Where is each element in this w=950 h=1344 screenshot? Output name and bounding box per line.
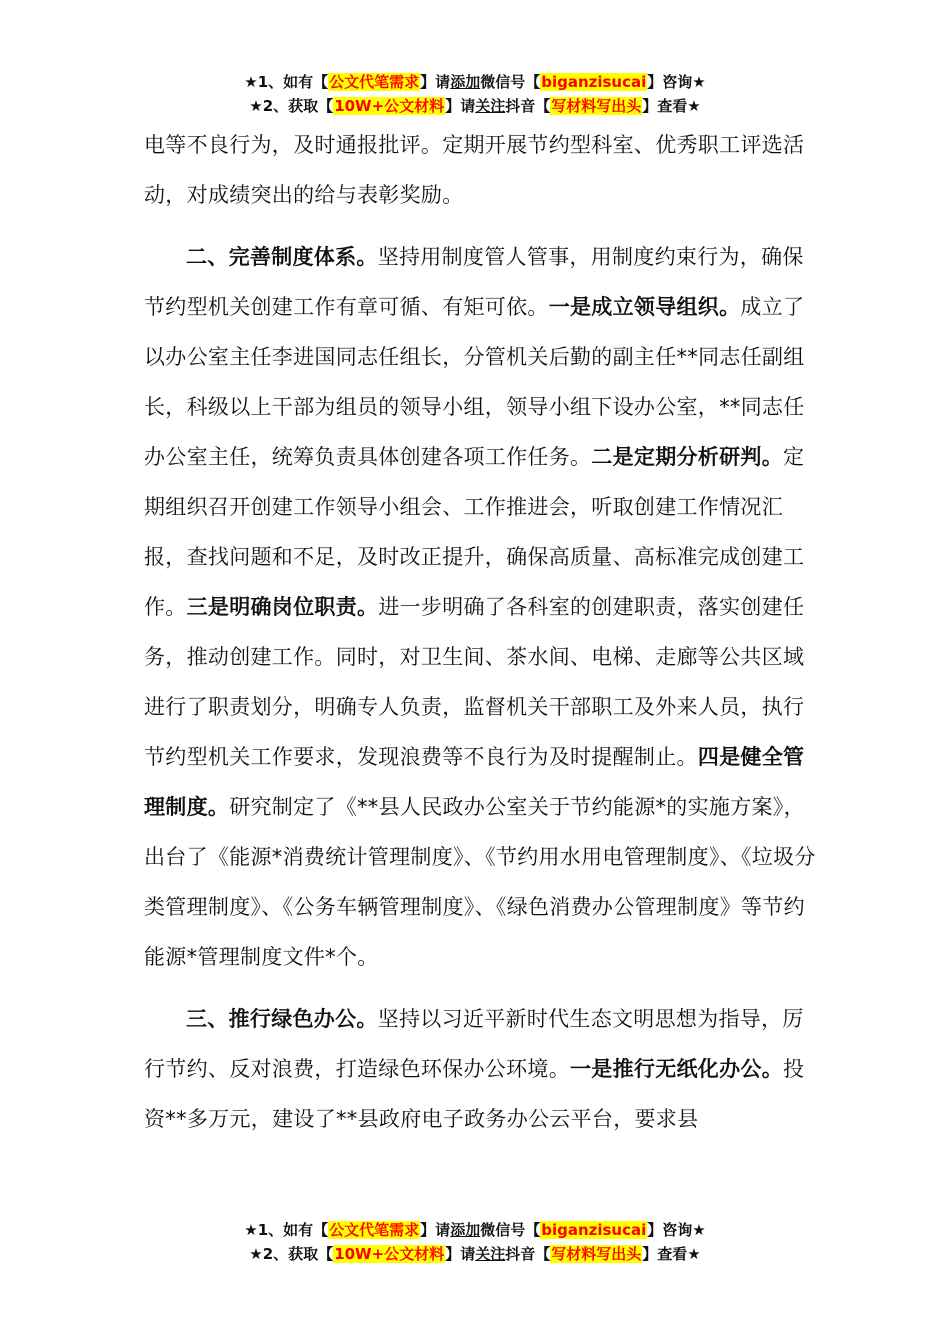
body-text: 成立了以办公室主任李进国同志任组长，分管机关后勤的副主任**同志任副组长，科级以上干部为组员的领导小组，领导小组下设办公室，**同志任办公室主任，统筹负责具体创建各项工作任务。 xyxy=(144,295,805,469)
banner-text: ★1、如有【 xyxy=(244,1221,329,1239)
underlined-text: 关注 xyxy=(475,97,506,115)
header-banner xyxy=(0,70,950,118)
highlight-text: biganzisucai xyxy=(541,73,647,91)
highlight-text: 公文代笔需求 xyxy=(329,1221,420,1239)
banner-text: 微信号【 xyxy=(480,1221,541,1239)
banner-line-1 xyxy=(0,1218,950,1242)
bold-point: 三是明确岗位职责。 xyxy=(186,595,379,619)
section-heading: 三、推行绿色办公。 xyxy=(186,1007,378,1031)
bold-point: 二是定期分析研判。 xyxy=(591,445,784,469)
highlight-text: 写材料写出头 xyxy=(551,1245,642,1263)
paragraph-3 xyxy=(144,994,824,1144)
highlight-text: 公文代笔需求 xyxy=(329,73,420,91)
section-heading: 二、完善制度体系。 xyxy=(186,245,378,269)
body-text: 研究制定了《**县人民政办公室关于节约能源*的实施方案》，出台了《能源*消费统计管理制度》、《节约用水用电管理制度》、《垃圾分类管理制度》、《公务车辆管理制度》、《绿色消费办公管理制度》等节约能源*管理制度文件*个。 xyxy=(144,795,816,969)
bold-point: 四是健全管理制度。 xyxy=(144,745,805,819)
paragraph-1: 电等不良行为，及时通报批评。定期开展节约型科室、优秀职工评选活动，对成绩突出的给与表彰奖励。 xyxy=(144,133,805,207)
highlight-text: 10W+公文材料 xyxy=(334,97,445,115)
footer-banner xyxy=(0,1218,950,1266)
banner-text: ★1、如有【 xyxy=(244,73,329,91)
body-text: 进一步明确了各科室的创建职责，落实创建任务，推动创建工作。同时，对卫生间、茶水间、电梯、走廊等公共区域进行了职责划分，明确专人负责，监督机关干部职工及外来人员，执行节约型机关工作要求，发现浪费等不良行为及时提醒制止。 xyxy=(144,595,805,769)
banner-text: 】咨询★ xyxy=(647,1221,706,1239)
bold-point: 一是推行无纸化办公。 xyxy=(570,1057,783,1081)
banner-text: 微信号【 xyxy=(480,73,541,91)
underlined-text: 关注 xyxy=(475,1245,506,1263)
body-text: 坚持用制度管人管事，用制度约束行为，确保节约型机关创建工作有章可循、有矩可依。 xyxy=(144,245,804,319)
body-text: 定期组织召开创建工作领导小组会、工作推进会，听取创建工作情况汇报，查找问题和不足，及时改正提升，确保高质量、高标准完成创建工作。 xyxy=(144,445,805,619)
banner-text: 】请 xyxy=(445,97,476,115)
banner-text: 】请 xyxy=(420,73,451,91)
underlined-text: 添加 xyxy=(450,1221,481,1239)
bold-point: 一是成立领导组织。 xyxy=(548,295,741,319)
highlight-text: 写材料写出头 xyxy=(551,97,642,115)
highlight-text: 10W+公文材料 xyxy=(334,1245,445,1263)
banner-text: 】请 xyxy=(420,1221,451,1239)
banner-text: ★2、获取【 xyxy=(249,97,334,115)
banner-line-2 xyxy=(0,1242,950,1266)
banner-line-2 xyxy=(0,94,950,118)
document-body xyxy=(144,120,824,1144)
banner-line-1 xyxy=(0,70,950,94)
banner-text: 】咨询★ xyxy=(647,73,706,91)
body-text: 坚持以习近平新时代生态文明思想为指导，厉行节约、反对浪费，打造绿色环保办公环境。 xyxy=(144,1007,804,1081)
highlight-text: biganzisucai xyxy=(541,1221,647,1239)
banner-text: 抖音【 xyxy=(505,97,551,115)
banner-text: ★2、获取【 xyxy=(249,1245,334,1263)
underlined-text: 添加 xyxy=(450,73,481,91)
banner-text: 】查看★ xyxy=(642,97,701,115)
banner-text: 抖音【 xyxy=(505,1245,551,1263)
banner-text: 】请 xyxy=(445,1245,476,1263)
banner-text: 】查看★ xyxy=(642,1245,701,1263)
body-text: 投资**多万元，建设了**县政府电子政务办公云平台，要求县 xyxy=(144,1057,805,1131)
paragraph-2 xyxy=(144,232,824,982)
